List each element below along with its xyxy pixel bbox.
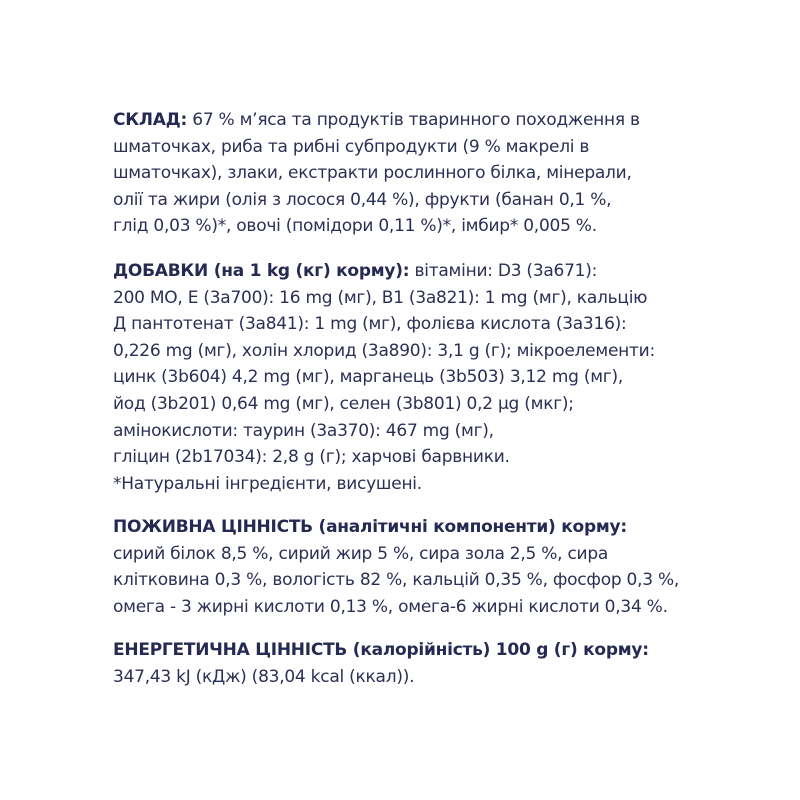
- additives-line: 0,226 mg (мг), холін хлорид (3a890): 3,1 g (г); мікроелементи:: [113, 340, 655, 361]
- nutrition-section: [113, 514, 773, 620]
- additives-line: 200 МО, E (3a700): 16 mg (мг), B1 (3a821): 1 mg (мг), кальцію: [113, 287, 648, 308]
- composition-first-line: [113, 107, 773, 134]
- additives-line: Д пантотенат (3a841): 1 mg (мг), фолієва кислота (3a316):: [113, 314, 627, 335]
- additives-first-line: [113, 258, 773, 285]
- energy-heading: ЕНЕРГЕТИЧНА ЦІННІСТЬ (калорійність) 100 g (г) корму:: [113, 640, 649, 660]
- composition-heading: СКЛАД:: [113, 110, 188, 130]
- composition-line: шматочках), злаки, екстракти рослинного білка, мінерали,: [113, 163, 632, 184]
- additives-section: [113, 258, 773, 497]
- additives-line: гліцин (2b17034): 2,8 g (г); харчові барвники.: [113, 447, 510, 468]
- additives-line: амінокислоти: таурин (3a370): 467 mg (мг),: [113, 420, 494, 441]
- additives-heading: ДОБАВКИ (на 1 kg (кг) корму):: [113, 261, 410, 281]
- nutrition-heading: ПОЖИВНА ЦІННІСТЬ (аналітичні компоненти) корму:: [113, 517, 627, 537]
- nutrition-line: клітковина 0,3 %, вологість 82 %, кальцій 0,35 %, фосфор 0,3 %,: [113, 570, 680, 591]
- composition-line: олії та жири (олія з лосося 0,44 %), фрукти (банан 0,1 %,: [113, 189, 612, 210]
- energy-value: 347,43 kJ (кДж) (83,04 kcal (ккал)).: [113, 666, 415, 687]
- energy-section: [113, 637, 773, 690]
- composition-text: 67 % м’яса та продуктів тваринного походження в: [187, 110, 640, 130]
- additives-line: цинк (3b604) 4,2 mg (мг), марганець (3b503) 3,12 mg (мг),: [113, 367, 624, 388]
- nutrition-line: омега - 3 жирні кислоти 0,13 %, омега-6 жирні кислоти 0,34 %.: [113, 596, 668, 617]
- nutrition-line: сирий білок 8,5 %, сирий жир 5 %, сира зола 2,5 %, сира: [113, 543, 609, 564]
- additives-line: йод (3b201) 0,64 mg (мг), селен (3b801) 0,2 µg (мкг);: [113, 393, 574, 414]
- composition-section: [113, 107, 773, 240]
- composition-line: глід 0,03 %)*, овочі (помідори 0,11 %)*, імбир* 0,005 %.: [113, 216, 597, 237]
- natural-ingredients-note: *Натуральні інгредієнти, висушені.: [113, 473, 422, 494]
- additives-text: вітаміни: D3 (3a671):: [409, 261, 598, 281]
- composition-line: шматочках, риба та рибні субпродукти (9 % макрелі в: [113, 136, 590, 157]
